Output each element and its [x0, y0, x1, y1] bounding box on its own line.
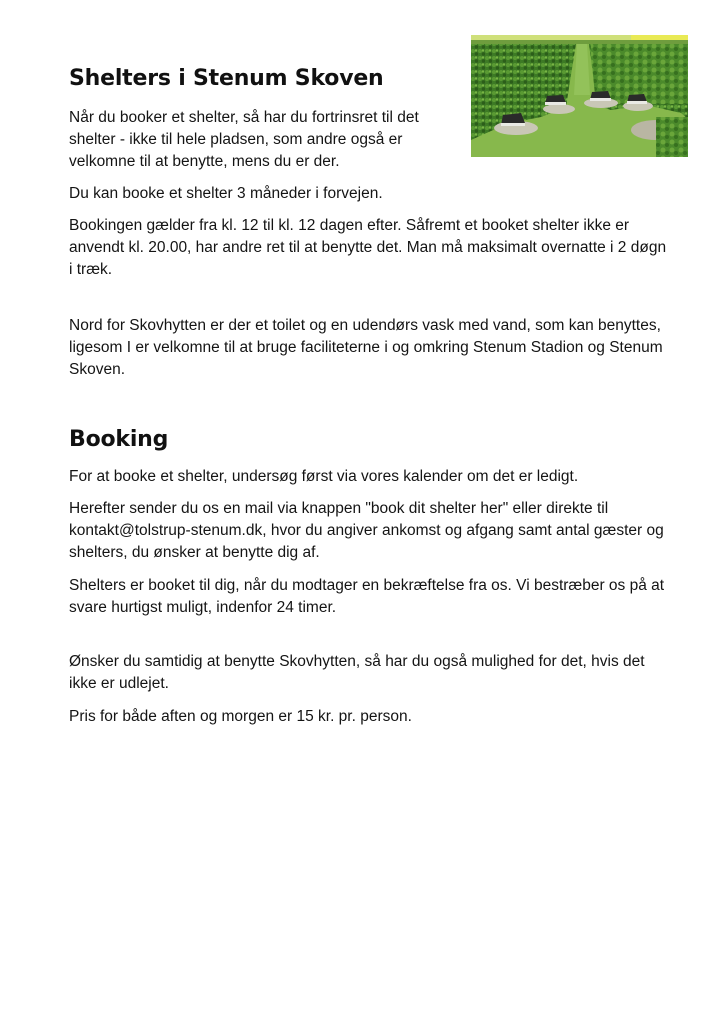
- shelters-heading: Shelters i Stenum Skoven: [69, 66, 384, 91]
- price-paragraph: Pris for både aften og morgen er 15 kr. pr. person.: [69, 708, 412, 725]
- mail-instructions-paragraph: Herefter sender du os en mail via knappen "book dit shelter her" eller direkte til kontakt@tolstrup-stenum.dk, hvor du angiver ankomst og afgang samt antal gæster og shelters, du ønsker at benytte dig af.: [69, 500, 664, 561]
- booking-advance-paragraph: Du kan booke et shelter 3 måneder i forvejen.: [69, 185, 383, 202]
- skovhytten-paragraph: Ønsker du samtidig at benytte Skovhytten, så har du også mulighed for det, hvis det ikke er udlejet.: [69, 653, 645, 692]
- booking-heading: Booking: [69, 427, 169, 452]
- calendar-check-paragraph: For at booke et shelter, undersøg først via vores kalender om det er ledigt.: [69, 468, 579, 485]
- booking-time-paragraph: Bookingen gælder fra kl. 12 til kl. 12 dagen efter. Såfremt et booket shelter ikke er anvendt kl. 20.00, har andre ret til at benytte det. Man må maksimalt overnatte i 2 døgn i træk.: [69, 217, 667, 278]
- shelter-aerial-photo: [471, 35, 688, 157]
- shelters-intro-paragraph: Når du booker et shelter, så har du fortrinsret til det shelter - ikke til hele pladsen, som andre også er velkomne til at benytte, mens du er der.: [69, 109, 419, 170]
- confirmation-paragraph: Shelters er booket til dig, når du modtager en bekræftelse fra os. Vi bestræber os på at svare hurtigst muligt, indenfor 24 timer.: [69, 577, 665, 616]
- facilities-paragraph: Nord for Skovhytten er der et toilet og en udendørs vask med vand, som kan benyttes, ligesom I er velkomne til at bruge faciliteterne i og omkring Stenum Stadion og Stenum Skoven.: [69, 317, 663, 378]
